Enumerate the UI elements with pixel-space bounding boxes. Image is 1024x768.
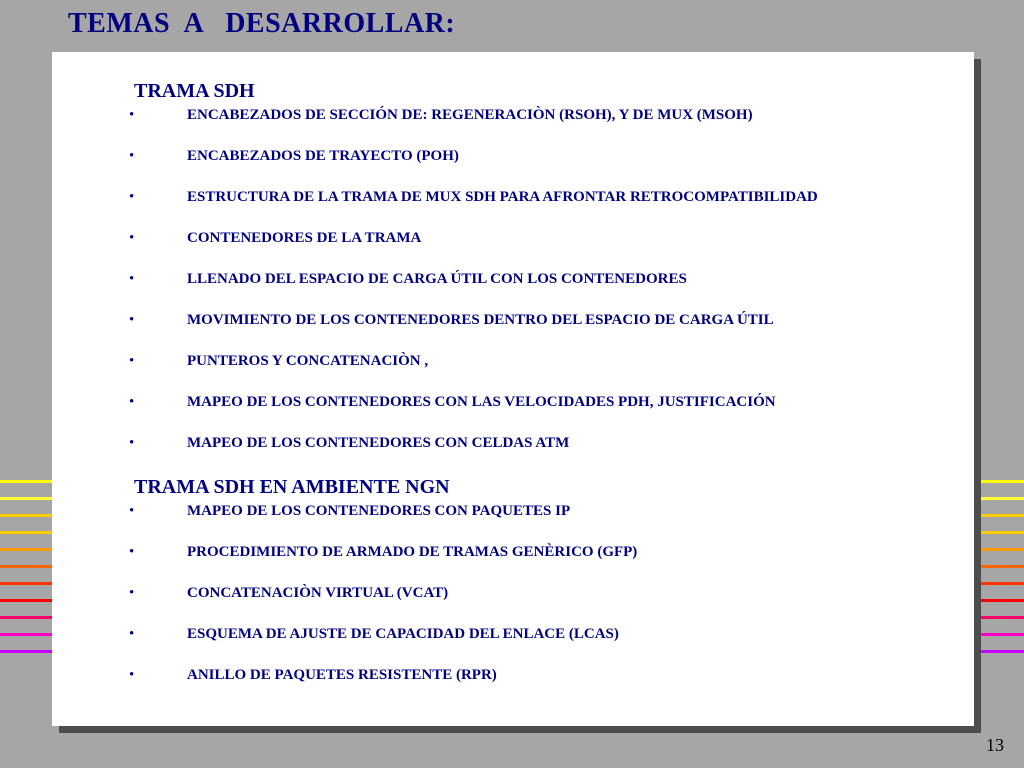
bullet-icon: • <box>129 148 135 164</box>
bullet-icon: • <box>129 189 135 205</box>
slide-title: TEMAS A DESARROLLAR: <box>68 8 456 39</box>
decorative-stripes-left <box>0 0 54 768</box>
list-item-text: MAPEO DE LOS CONTENEDORES CON LAS VELOCIDADES PDH, JUSTIFICACIÓN <box>187 394 776 410</box>
bullet-icon: • <box>129 626 135 642</box>
page-number: 13 <box>986 735 1004 755</box>
stripe <box>0 565 54 568</box>
bullet-icon: • <box>129 394 135 410</box>
list-item-text: MAPEO DE LOS CONTENEDORES CON CELDAS ATM <box>187 435 570 451</box>
list-item-text: CONTENEDORES DE LA TRAMA <box>187 230 422 246</box>
list-item-text: ENCABEZADOS DE SECCIÓN DE: REGENERACIÒN (RSOH), Y DE MUX (MSOH) <box>187 107 753 123</box>
stripe <box>0 514 54 517</box>
bullet-icon: • <box>129 230 135 246</box>
stripe <box>0 599 54 602</box>
content-panel <box>52 52 974 726</box>
list-item-text: MOVIMIENTO DE LOS CONTENEDORES DENTRO DEL ESPACIO DE CARGA ÚTIL <box>187 312 774 328</box>
list-item-text: ESQUEMA DE AJUSTE DE CAPACIDAD DEL ENLACE (LCAS) <box>187 626 619 642</box>
stripe <box>0 582 54 585</box>
stripe <box>0 531 54 534</box>
list-item-text: PUNTEROS Y CONCATENACIÒN , <box>187 353 429 369</box>
list-item-text: ANILLO DE PAQUETES RESISTENTE (RPR) <box>187 667 497 683</box>
bullet-icon: • <box>129 667 135 683</box>
list-item-text: ESTRUCTURA DE LA TRAMA DE MUX SDH PARA AFRONTAR RETROCOMPATIBILIDAD <box>187 189 818 205</box>
list-item-text: CONCATENACIÒN VIRTUAL (VCAT) <box>187 585 449 601</box>
stripe <box>0 480 54 483</box>
stripe <box>0 497 54 500</box>
stripe <box>0 616 54 619</box>
stripe <box>0 548 54 551</box>
stripe <box>0 650 54 653</box>
bullet-icon: • <box>129 544 135 560</box>
list-item-text: MAPEO DE LOS CONTENEDORES CON PAQUETES IP <box>187 503 571 519</box>
list-item-text: ENCABEZADOS DE TRAYECTO (POH) <box>187 148 459 164</box>
list-item-text: PROCEDIMIENTO DE ARMADO DE TRAMAS GENÈRICO (GFP) <box>187 544 638 560</box>
section-heading-trama-sdh: TRAMA SDH <box>134 80 255 102</box>
stripe <box>0 633 54 636</box>
section-heading-trama-sdh-ngn: TRAMA SDH EN AMBIENTE NGN <box>134 476 450 498</box>
bullet-icon: • <box>129 271 135 287</box>
bullet-icon: • <box>129 107 135 123</box>
bullet-icon: • <box>129 585 135 601</box>
bullet-icon: • <box>129 353 135 369</box>
bullet-icon: • <box>129 312 135 328</box>
bullet-icon: • <box>129 435 135 451</box>
list-item-text: LLENADO DEL ESPACIO DE CARGA ÚTIL CON LOS CONTENEDORES <box>187 271 687 287</box>
bullet-icon: • <box>129 503 135 519</box>
